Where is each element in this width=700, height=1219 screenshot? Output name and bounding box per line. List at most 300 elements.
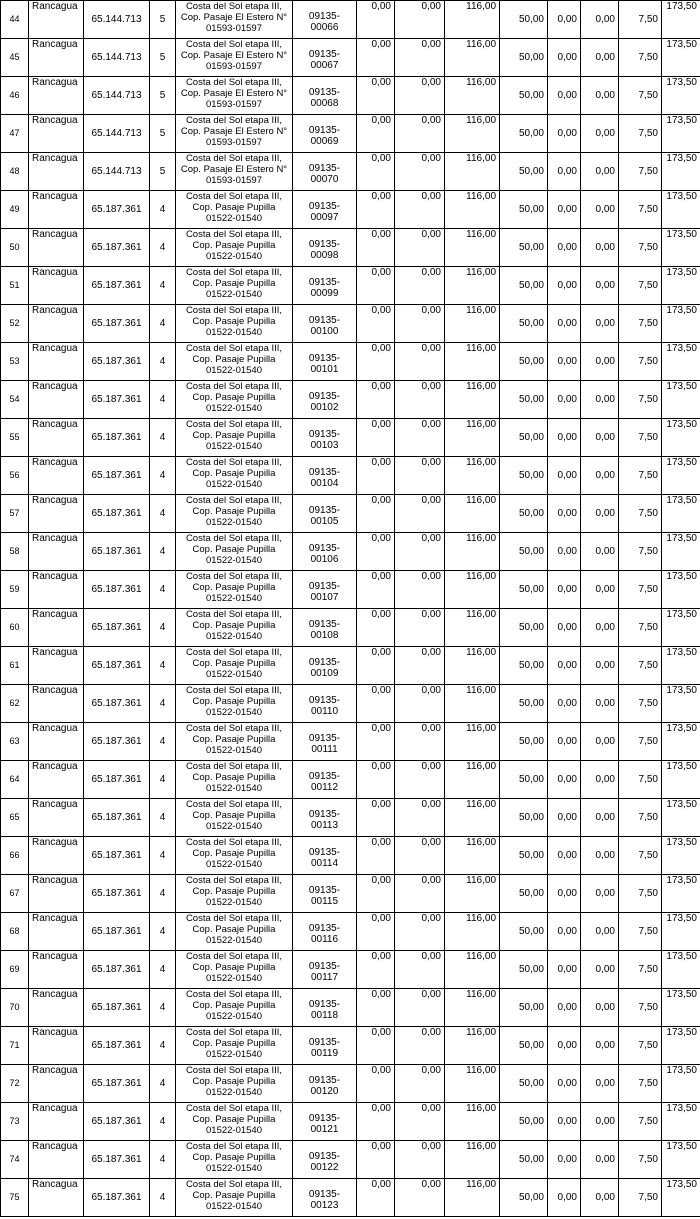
value-cell-4: 50,00 [500, 1065, 548, 1103]
city-cell: Rancagua [29, 647, 84, 685]
table-row [1, 1103, 700, 1141]
value-cell-3: 116,00 [445, 609, 500, 647]
address-cell: Costa del Sol etapa III, Cop. Pasaje Pupilla 01522-01540 [176, 229, 293, 267]
value-cell-6: 0,00 [581, 875, 619, 913]
total-cell: 173,50 [662, 799, 700, 837]
check-digit-cell: 4 [150, 343, 176, 381]
city-cell: Rancagua [29, 913, 84, 951]
value-cell-4: 50,00 [500, 875, 548, 913]
value-cell-7: 7,50 [619, 77, 662, 115]
value-cell-7: 7,50 [619, 1141, 662, 1179]
total-cell: 173,50 [662, 267, 700, 305]
value-cell-7: 7,50 [619, 1103, 662, 1141]
value-cell-7: 7,50 [619, 419, 662, 457]
value-cell-7: 7,50 [619, 761, 662, 799]
check-digit-cell: 4 [150, 533, 176, 571]
value-cell-2: 0,00 [395, 913, 445, 951]
rut-cell: 65.187.361 [84, 989, 150, 1027]
code-cell: 09135-00116 [293, 913, 357, 951]
check-digit-cell: 4 [150, 571, 176, 609]
value-cell-5: 0,00 [548, 1, 581, 39]
value-cell-4: 50,00 [500, 229, 548, 267]
value-cell-6: 0,00 [581, 1065, 619, 1103]
total-cell: 173,50 [662, 229, 700, 267]
total-cell: 173,50 [662, 685, 700, 723]
table-row [1, 989, 700, 1027]
total-cell: 173,50 [662, 647, 700, 685]
value-cell-4: 50,00 [500, 457, 548, 495]
value-cell-1: 0,00 [357, 533, 395, 571]
value-cell-4: 50,00 [500, 685, 548, 723]
city-cell: Rancagua [29, 571, 84, 609]
address-cell: Costa del Sol etapa III, Cop. Pasaje El Estero N° 01593-01597 [176, 1, 293, 39]
value-cell-2: 0,00 [395, 1065, 445, 1103]
code-cell: 09135-00102 [293, 381, 357, 419]
value-cell-1: 0,00 [357, 267, 395, 305]
address-cell: Costa del Sol etapa III, Cop. Pasaje El Estero N° 01593-01597 [176, 153, 293, 191]
rut-cell: 65.187.361 [84, 381, 150, 419]
value-cell-4: 50,00 [500, 799, 548, 837]
code-cell: 09135-00107 [293, 571, 357, 609]
code-cell: 09135-00099 [293, 267, 357, 305]
value-cell-6: 0,00 [581, 989, 619, 1027]
row-number: 57 [1, 495, 29, 533]
value-cell-1: 0,00 [357, 191, 395, 229]
value-cell-3: 116,00 [445, 305, 500, 343]
total-cell: 173,50 [662, 761, 700, 799]
value-cell-5: 0,00 [548, 799, 581, 837]
total-cell: 173,50 [662, 457, 700, 495]
value-cell-5: 0,00 [548, 77, 581, 115]
value-cell-7: 7,50 [619, 267, 662, 305]
rut-cell: 65.144.713 [84, 115, 150, 153]
code-cell: 09135-00098 [293, 229, 357, 267]
value-cell-4: 50,00 [500, 39, 548, 77]
address-cell: Costa del Sol etapa III, Cop. Pasaje Pupilla 01522-01540 [176, 761, 293, 799]
value-cell-7: 7,50 [619, 495, 662, 533]
value-cell-2: 0,00 [395, 419, 445, 457]
rut-cell: 65.187.361 [84, 1141, 150, 1179]
value-cell-1: 0,00 [357, 77, 395, 115]
total-cell: 173,50 [662, 305, 700, 343]
row-number: 70 [1, 989, 29, 1027]
row-number: 74 [1, 1141, 29, 1179]
check-digit-cell: 4 [150, 419, 176, 457]
value-cell-2: 0,00 [395, 343, 445, 381]
value-cell-6: 0,00 [581, 457, 619, 495]
value-cell-2: 0,00 [395, 1027, 445, 1065]
value-cell-1: 0,00 [357, 571, 395, 609]
value-cell-7: 7,50 [619, 115, 662, 153]
code-cell: 09135-00110 [293, 685, 357, 723]
value-cell-3: 116,00 [445, 191, 500, 229]
table-row [1, 305, 700, 343]
total-cell: 173,50 [662, 723, 700, 761]
value-cell-7: 7,50 [619, 951, 662, 989]
table-row [1, 1, 700, 39]
check-digit-cell: 5 [150, 115, 176, 153]
value-cell-4: 50,00 [500, 723, 548, 761]
value-cell-2: 0,00 [395, 571, 445, 609]
value-cell-3: 116,00 [445, 457, 500, 495]
value-cell-2: 0,00 [395, 533, 445, 571]
value-cell-4: 50,00 [500, 305, 548, 343]
value-cell-5: 0,00 [548, 115, 581, 153]
city-cell: Rancagua [29, 343, 84, 381]
value-cell-2: 0,00 [395, 685, 445, 723]
value-cell-4: 50,00 [500, 571, 548, 609]
code-cell: 09135-00103 [293, 419, 357, 457]
address-cell: Costa del Sol etapa III, Cop. Pasaje Pupilla 01522-01540 [176, 571, 293, 609]
address-cell: Costa del Sol etapa III, Cop. Pasaje Pupilla 01522-01540 [176, 1141, 293, 1179]
value-cell-5: 0,00 [548, 457, 581, 495]
value-cell-6: 0,00 [581, 39, 619, 77]
value-cell-4: 50,00 [500, 1179, 548, 1217]
value-cell-4: 50,00 [500, 1141, 548, 1179]
value-cell-7: 7,50 [619, 1179, 662, 1217]
value-cell-3: 116,00 [445, 1179, 500, 1217]
value-cell-7: 7,50 [619, 913, 662, 951]
value-cell-6: 0,00 [581, 267, 619, 305]
value-cell-2: 0,00 [395, 1103, 445, 1141]
total-cell: 173,50 [662, 191, 700, 229]
value-cell-4: 50,00 [500, 1, 548, 39]
value-cell-3: 116,00 [445, 1, 500, 39]
value-cell-4: 50,00 [500, 837, 548, 875]
value-cell-6: 0,00 [581, 913, 619, 951]
rut-cell: 65.187.361 [84, 305, 150, 343]
row-number: 52 [1, 305, 29, 343]
value-cell-2: 0,00 [395, 723, 445, 761]
table-row [1, 153, 700, 191]
table-row [1, 571, 700, 609]
value-cell-6: 0,00 [581, 685, 619, 723]
address-cell: Costa del Sol etapa III, Cop. Pasaje El Estero N° 01593-01597 [176, 115, 293, 153]
address-cell: Costa del Sol etapa III, Cop. Pasaje Pupilla 01522-01540 [176, 495, 293, 533]
address-cell: Costa del Sol etapa III, Cop. Pasaje Pupilla 01522-01540 [176, 1179, 293, 1217]
table-row [1, 419, 700, 457]
value-cell-5: 0,00 [548, 951, 581, 989]
address-cell: Costa del Sol etapa III, Cop. Pasaje Pupilla 01522-01540 [176, 799, 293, 837]
address-cell: Costa del Sol etapa III, Cop. Pasaje Pupilla 01522-01540 [176, 913, 293, 951]
address-cell: Costa del Sol etapa III, Cop. Pasaje Pupilla 01522-01540 [176, 191, 293, 229]
value-cell-2: 0,00 [395, 115, 445, 153]
code-cell: 09135-00117 [293, 951, 357, 989]
value-cell-3: 116,00 [445, 153, 500, 191]
rut-cell: 65.187.361 [84, 723, 150, 761]
total-cell: 173,50 [662, 1065, 700, 1103]
address-cell: Costa del Sol etapa III, Cop. Pasaje Pupilla 01522-01540 [176, 305, 293, 343]
value-cell-5: 0,00 [548, 989, 581, 1027]
total-cell: 173,50 [662, 39, 700, 77]
row-number: 65 [1, 799, 29, 837]
row-number: 72 [1, 1065, 29, 1103]
value-cell-1: 0,00 [357, 1179, 395, 1217]
table-row [1, 1027, 700, 1065]
value-cell-7: 7,50 [619, 457, 662, 495]
table-row [1, 1179, 700, 1217]
value-cell-7: 7,50 [619, 381, 662, 419]
value-cell-6: 0,00 [581, 723, 619, 761]
row-number: 69 [1, 951, 29, 989]
check-digit-cell: 4 [150, 837, 176, 875]
value-cell-2: 0,00 [395, 39, 445, 77]
value-cell-6: 0,00 [581, 951, 619, 989]
row-number: 46 [1, 77, 29, 115]
check-digit-cell: 4 [150, 267, 176, 305]
address-cell: Costa del Sol etapa III, Cop. Pasaje Pupilla 01522-01540 [176, 343, 293, 381]
value-cell-2: 0,00 [395, 951, 445, 989]
code-cell: 09135-00097 [293, 191, 357, 229]
value-cell-2: 0,00 [395, 989, 445, 1027]
value-cell-1: 0,00 [357, 229, 395, 267]
rut-cell: 65.187.361 [84, 533, 150, 571]
value-cell-2: 0,00 [395, 381, 445, 419]
value-cell-3: 116,00 [445, 267, 500, 305]
code-cell: 09135-00119 [293, 1027, 357, 1065]
value-cell-7: 7,50 [619, 343, 662, 381]
code-cell: 09135-00070 [293, 153, 357, 191]
total-cell: 173,50 [662, 1, 700, 39]
value-cell-3: 116,00 [445, 77, 500, 115]
value-cell-4: 50,00 [500, 343, 548, 381]
address-cell: Costa del Sol etapa III, Cop. Pasaje Pupilla 01522-01540 [176, 951, 293, 989]
address-cell: Costa del Sol etapa III, Cop. Pasaje Pupilla 01522-01540 [176, 1027, 293, 1065]
address-cell: Costa del Sol etapa III, Cop. Pasaje Pupilla 01522-01540 [176, 1065, 293, 1103]
total-cell: 173,50 [662, 153, 700, 191]
value-cell-2: 0,00 [395, 191, 445, 229]
code-cell: 09135-00122 [293, 1141, 357, 1179]
rut-cell: 65.187.361 [84, 875, 150, 913]
value-cell-5: 0,00 [548, 1027, 581, 1065]
total-cell: 173,50 [662, 1141, 700, 1179]
city-cell: Rancagua [29, 495, 84, 533]
value-cell-5: 0,00 [548, 153, 581, 191]
city-cell: Rancagua [29, 1, 84, 39]
city-cell: Rancagua [29, 723, 84, 761]
value-cell-3: 116,00 [445, 723, 500, 761]
value-cell-5: 0,00 [548, 647, 581, 685]
value-cell-6: 0,00 [581, 1, 619, 39]
city-cell: Rancagua [29, 837, 84, 875]
table-row [1, 913, 700, 951]
total-cell: 173,50 [662, 951, 700, 989]
code-cell: 09135-00066 [293, 1, 357, 39]
check-digit-cell: 4 [150, 1103, 176, 1141]
rut-cell: 65.187.361 [84, 1065, 150, 1103]
value-cell-7: 7,50 [619, 305, 662, 343]
rut-cell: 65.187.361 [84, 343, 150, 381]
check-digit-cell: 5 [150, 153, 176, 191]
value-cell-1: 0,00 [357, 685, 395, 723]
row-number: 56 [1, 457, 29, 495]
check-digit-cell: 4 [150, 191, 176, 229]
rut-cell: 65.187.361 [84, 267, 150, 305]
rut-cell: 65.187.361 [84, 761, 150, 799]
row-number: 68 [1, 913, 29, 951]
row-number: 54 [1, 381, 29, 419]
value-cell-4: 50,00 [500, 115, 548, 153]
total-cell: 173,50 [662, 77, 700, 115]
table-row [1, 647, 700, 685]
value-cell-2: 0,00 [395, 837, 445, 875]
address-cell: Costa del Sol etapa III, Cop. Pasaje Pupilla 01522-01540 [176, 457, 293, 495]
value-cell-6: 0,00 [581, 799, 619, 837]
table-row [1, 191, 700, 229]
value-cell-3: 116,00 [445, 837, 500, 875]
row-number: 63 [1, 723, 29, 761]
table-row [1, 381, 700, 419]
value-cell-1: 0,00 [357, 457, 395, 495]
city-cell: Rancagua [29, 1141, 84, 1179]
value-cell-1: 0,00 [357, 115, 395, 153]
table-row [1, 343, 700, 381]
rut-cell: 65.144.713 [84, 1, 150, 39]
row-number: 62 [1, 685, 29, 723]
rut-cell: 65.187.361 [84, 913, 150, 951]
total-cell: 173,50 [662, 1027, 700, 1065]
city-cell: Rancagua [29, 951, 84, 989]
value-cell-4: 50,00 [500, 609, 548, 647]
value-cell-5: 0,00 [548, 1103, 581, 1141]
code-cell: 09135-00106 [293, 533, 357, 571]
value-cell-5: 0,00 [548, 609, 581, 647]
value-cell-5: 0,00 [548, 229, 581, 267]
row-number: 73 [1, 1103, 29, 1141]
total-cell: 173,50 [662, 989, 700, 1027]
rut-cell: 65.187.361 [84, 495, 150, 533]
value-cell-6: 0,00 [581, 533, 619, 571]
row-number: 53 [1, 343, 29, 381]
code-cell: 09135-00067 [293, 39, 357, 77]
table-row [1, 533, 700, 571]
address-cell: Costa del Sol etapa III, Cop. Pasaje Pupilla 01522-01540 [176, 723, 293, 761]
value-cell-2: 0,00 [395, 77, 445, 115]
city-cell: Rancagua [29, 875, 84, 913]
value-cell-1: 0,00 [357, 875, 395, 913]
value-cell-3: 116,00 [445, 115, 500, 153]
city-cell: Rancagua [29, 533, 84, 571]
code-cell: 09135-00108 [293, 609, 357, 647]
check-digit-cell: 4 [150, 609, 176, 647]
row-number: 51 [1, 267, 29, 305]
value-cell-7: 7,50 [619, 647, 662, 685]
value-cell-1: 0,00 [357, 39, 395, 77]
value-cell-1: 0,00 [357, 609, 395, 647]
row-number: 61 [1, 647, 29, 685]
rut-cell: 65.187.361 [84, 647, 150, 685]
check-digit-cell: 4 [150, 647, 176, 685]
value-cell-6: 0,00 [581, 1179, 619, 1217]
value-cell-1: 0,00 [357, 913, 395, 951]
check-digit-cell: 4 [150, 723, 176, 761]
code-cell: 09135-00121 [293, 1103, 357, 1141]
value-cell-4: 50,00 [500, 989, 548, 1027]
city-cell: Rancagua [29, 1065, 84, 1103]
total-cell: 173,50 [662, 571, 700, 609]
value-cell-7: 7,50 [619, 609, 662, 647]
rut-cell: 65.187.361 [84, 951, 150, 989]
row-number: 49 [1, 191, 29, 229]
total-cell: 173,50 [662, 837, 700, 875]
total-cell: 173,50 [662, 609, 700, 647]
value-cell-6: 0,00 [581, 305, 619, 343]
check-digit-cell: 4 [150, 457, 176, 495]
address-cell: Costa del Sol etapa III, Cop. Pasaje Pupilla 01522-01540 [176, 1103, 293, 1141]
table-row [1, 77, 700, 115]
value-cell-3: 116,00 [445, 951, 500, 989]
value-cell-2: 0,00 [395, 761, 445, 799]
value-cell-6: 0,00 [581, 1141, 619, 1179]
check-digit-cell: 4 [150, 951, 176, 989]
table-row [1, 723, 700, 761]
address-cell: Costa del Sol etapa III, Cop. Pasaje Pupilla 01522-01540 [176, 609, 293, 647]
row-number: 59 [1, 571, 29, 609]
value-cell-5: 0,00 [548, 571, 581, 609]
value-cell-6: 0,00 [581, 153, 619, 191]
table-row [1, 229, 700, 267]
city-cell: Rancagua [29, 153, 84, 191]
value-cell-7: 7,50 [619, 571, 662, 609]
row-number: 66 [1, 837, 29, 875]
table-body [1, 1, 700, 1217]
value-cell-3: 116,00 [445, 419, 500, 457]
value-cell-7: 7,50 [619, 1027, 662, 1065]
total-cell: 173,50 [662, 1103, 700, 1141]
code-cell: 09135-00113 [293, 799, 357, 837]
value-cell-5: 0,00 [548, 533, 581, 571]
value-cell-2: 0,00 [395, 799, 445, 837]
address-cell: Costa del Sol etapa III, Cop. Pasaje Pupilla 01522-01540 [176, 647, 293, 685]
value-cell-5: 0,00 [548, 39, 581, 77]
value-cell-6: 0,00 [581, 191, 619, 229]
city-cell: Rancagua [29, 685, 84, 723]
row-number: 50 [1, 229, 29, 267]
value-cell-2: 0,00 [395, 1, 445, 39]
code-cell: 09135-00069 [293, 115, 357, 153]
code-cell: 09135-00118 [293, 989, 357, 1027]
value-cell-1: 0,00 [357, 1, 395, 39]
value-cell-4: 50,00 [500, 495, 548, 533]
total-cell: 173,50 [662, 343, 700, 381]
rut-cell: 65.187.361 [84, 799, 150, 837]
value-cell-1: 0,00 [357, 381, 395, 419]
value-cell-2: 0,00 [395, 609, 445, 647]
row-number: 44 [1, 1, 29, 39]
value-cell-6: 0,00 [581, 609, 619, 647]
address-cell: Costa del Sol etapa III, Cop. Pasaje Pupilla 01522-01540 [176, 267, 293, 305]
city-cell: Rancagua [29, 457, 84, 495]
value-cell-3: 116,00 [445, 229, 500, 267]
value-cell-6: 0,00 [581, 115, 619, 153]
value-cell-7: 7,50 [619, 799, 662, 837]
check-digit-cell: 4 [150, 989, 176, 1027]
value-cell-3: 116,00 [445, 913, 500, 951]
value-cell-4: 50,00 [500, 951, 548, 989]
value-cell-7: 7,50 [619, 875, 662, 913]
total-cell: 173,50 [662, 1179, 700, 1217]
rut-cell: 65.187.361 [84, 457, 150, 495]
value-cell-3: 116,00 [445, 799, 500, 837]
rut-cell: 65.187.361 [84, 229, 150, 267]
total-cell: 173,50 [662, 495, 700, 533]
value-cell-3: 116,00 [445, 1065, 500, 1103]
rut-cell: 65.187.361 [84, 837, 150, 875]
value-cell-1: 0,00 [357, 305, 395, 343]
value-cell-2: 0,00 [395, 875, 445, 913]
table-row [1, 761, 700, 799]
value-cell-5: 0,00 [548, 267, 581, 305]
